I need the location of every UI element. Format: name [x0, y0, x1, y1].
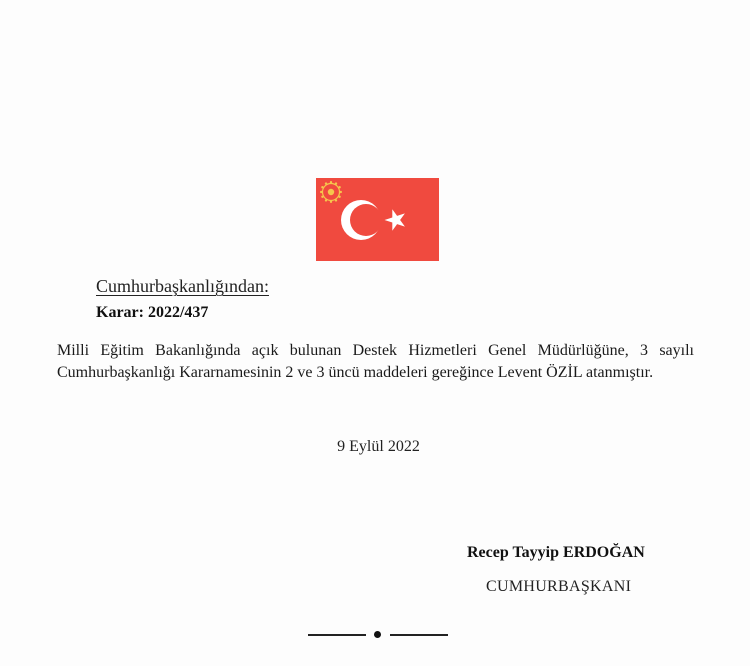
signer-name: Recep Tayyip ERDOĞAN [467, 544, 645, 561]
decision-number: Karar: 2022/437 [96, 304, 209, 321]
decision-date: 9 Eylül 2022 [337, 438, 420, 455]
body-line: Milli Eğitim Bakanlığında açık bulunan Destek Hizmetleri Genel Müdürlüğüne, 3 sayılı [57, 342, 694, 359]
separator-line [308, 634, 366, 636]
signer-title: CUMHURBAŞKANI [486, 578, 632, 595]
decision-body [57, 340, 694, 384]
separator-line [390, 634, 448, 636]
issuer-heading: Cumhurbaşkanlığından: [96, 276, 269, 296]
turkish-flag-icon [316, 178, 439, 261]
end-separator [308, 628, 448, 640]
body-line: Cumhurbaşkanlığı Kararnamesinin 2 ve 3 üncü maddeleri gereğince Levent ÖZİL atanmıştır. [57, 364, 654, 381]
separator-dot [374, 631, 381, 638]
